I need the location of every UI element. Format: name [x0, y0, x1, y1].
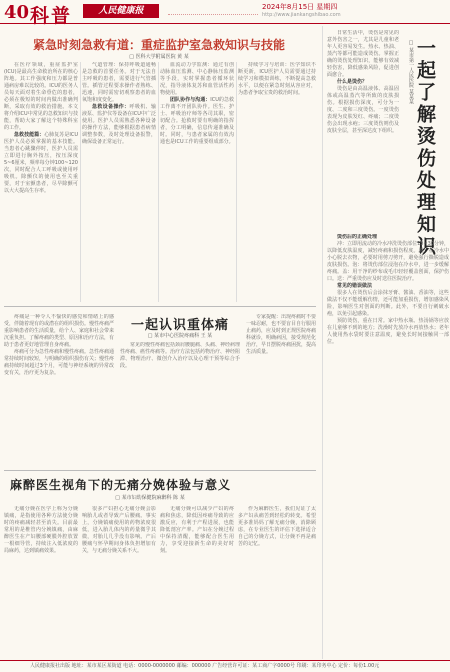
section-name: 科普: [30, 5, 73, 27]
paragraph: 呼吸机、输液泵、监护仪等设备在ICU中广泛使用。医护人员需熟悉各种设备的操作方法，能够根据患者病情调整参数，及时处理设备报警，确保设备正常运行。: [82, 104, 156, 145]
subheading: 常见的错误做法: [337, 283, 373, 289]
article-title: 紧急时刻急救有道：重症监护室急救知识与技能: [32, 38, 285, 52]
masthead-divider: [168, 14, 258, 18]
paragraph: 日常生活中，烫伤是常见的意外伤害之一，尤其是儿童和老年人更容易发生。热水、热油、蒸汽等都可能造成烫伤。掌握正确的烫伤处理知识，能够有效减轻伤害，降低感染风险，促进创面愈合。: [327, 30, 399, 78]
article-column: [246, 314, 316, 464]
paragraph: 无痛分娩在医学上称为分娩镇痛，是指使用各种方法使分娩时的疼痛减轻甚至消失。目前最常用的是椎管内分娩镇痛，由麻醉医生在产妇腰部硬膜外腔放置一根细导管，持续注入低浓度的局麻药，达到镇痛效果。: [4, 506, 78, 554]
paragraph: 血流动力学监测：通过有创动脉血压监测、中心静脉压监测等手段，实时掌握患者循环状况，指导液体复苏和血管活性药物使用。: [160, 62, 234, 96]
subheading: 团队协作与沟通：: [170, 97, 211, 103]
paragraph: 很多产妇担心无痛分娩会影响胎儿或者导致产后腰痛。事实上，分娩镇痛使用的药物浓度很低，进入胎儿体内的药量微乎其微，对胎儿几乎没有影响。产后腰痛与怀孕期间身体负担增加有关，与无痛分娩关系不大。: [82, 506, 156, 554]
article-column: [238, 506, 316, 656]
paragraph: 疼痛可分为急性疼痛和慢性疼痛。急性疼痛通常持续时间较短，与明确的组织损伤有关；慢性疼痛持续时间超过3个月，可能与神经系统的异常改变有关，治疗更为复杂。: [4, 349, 114, 376]
article-title: 麻醉医生视角下的无痛分娩体验与意义: [10, 478, 232, 492]
page-footer: 人民健康报社出版 地址：某市某区某街道 电话：0000-0000000 邮编：000000 广告经营许可证：某工商广字0000号 印刷：某印务中心 定价：每份1.00元: [0, 660, 450, 672]
sidebar-title: 一起了解烫伤处理知识: [414, 38, 436, 258]
article-column: [4, 506, 78, 656]
masthead: [0, 0, 450, 27]
subheading: 什么是烫伤？: [337, 79, 368, 85]
main-content: [0, 26, 318, 659]
sidebar-byline: □ 某市第一人民医院 某某某: [408, 40, 414, 105]
paragraph: 气道管理：保持呼吸道通畅是急救的首要任务。对于无法自主呼吸的患者，需要进行气管插管。插管过程要求操作者熟练、迅速，同时需密切观察患者的血氧饱和度变化。: [82, 62, 156, 103]
newspaper-logo: 人民健康报: [83, 4, 159, 18]
article-column: [327, 30, 399, 230]
paragraph: 常见的慢性疼痛包括颈肩腰腿痛、头痛、神经病理性疼痛、癌性疼痛等。治疗方法包括药物治疗、神经阻滞、物理治疗、微创介入治疗以及心理干预等综合手段。: [120, 342, 240, 369]
paper-url: http://www.jiankangshibao.com: [262, 12, 341, 18]
issue-date: 2024年8月15日 星期四: [262, 3, 338, 11]
article-byline: □ 医科大学附属医院 黄 某: [129, 54, 189, 60]
paragraph: 心肺复苏是ICU医护人员必须掌握的基本技能。当患者心跳骤停时，医护人员需立即进行胸外按压，按压深度5~6厘米，频率每分钟100~120次，同时配合人工呼吸或使用呼吸机。除颤仪的使用也至关重要，对于室颤患者，尽早除颤可以大大提高生存率。: [4, 132, 78, 194]
paragraph: 疼痛是一种令人不愉快的感觉和情绪上的感受，伴随着现有的或潜在的组织损伤。慢性疼痛严重影响患者的生活质量，给个人、家庭和社会带来沉重负担。了解疼痛的类型、原因和治疗方法，有助于患者更好地管理自身疼痛。: [4, 314, 114, 348]
subheading: 急救技能篇：: [14, 132, 45, 138]
sidebar-article: [322, 26, 450, 659]
article-column: [120, 342, 240, 464]
article-column: [4, 62, 78, 302]
paragraph: 烫伤是由高温液体、高温固体或高温蒸汽等所致的皮肤损伤。根据损伤深度，可分为一度、二度和三度烫伤。一度烫伤表现为皮肤发红、疼痛；二度烫伤会出现水疱；三度烫伤则伤及皮肤全层，甚至深达皮下组织。: [327, 86, 399, 134]
paragraph: 预防烫伤，重在日常。家中热水瓶、热汤锅等应放在儿童够不到的地方；洗澡时先放冷水再放热水；老年人使用热水袋时要注意温度，避免长时间接触同一部位。: [327, 318, 449, 345]
paragraph: 专家提醒：出现疼痛时不要一味忍耐，也不要盲目自行服用止痛药，应及时到正规医院疼痛科就诊，明确病因，接受规范化治疗，早日摆脱疼痛困扰，提高生活质量。: [246, 314, 316, 355]
paragraph: 无痛分娩可以减少产妇的疼痛和焦虑，降低因疼痛导致的应激反应，有利于产程进展，也能降低剖宫产率。产妇在分娩过程中保持清醒，能够配合医生用力，享受迎接新生命的美好时刻。: [160, 506, 234, 554]
article-byline: □ 某市妇幼保健院麻醉科 陈 某: [115, 495, 185, 501]
article-column: [4, 314, 114, 464]
column-rule: [236, 62, 237, 302]
section-divider: [4, 306, 316, 307]
paragraph: 持续学习与培训：医学知识不断更新，ICU医护人员需要通过持续学习和模拟训练，不断提高急救水平，以便在紧急时刻从容应对，为患者争取宝贵的救治时间。: [238, 62, 316, 96]
column-rule: [158, 62, 159, 302]
column-rule: [80, 62, 81, 302]
article-column: [160, 506, 234, 656]
article-column: [82, 62, 156, 302]
section-divider: [4, 470, 316, 471]
paragraph: ICU的急救工作离不开团队协作。医生、护士、呼吸治疗师等各司其职，密切配合。抢救时要有明确的指挥者，分工明确，信息传递准确及时。同时，与患者家属的有效沟通也是ICU工作的重要组成部分。: [160, 97, 234, 145]
article-column: [160, 62, 234, 302]
paragraph: 很多人在烫伤后会涂抹牙膏、酱油、香油等，这些做法不仅不能缓解伤情，还可能加重损伤，增加感染风险，影响医生对创面的判断。此外，不要自行刺破水疱，以免引起感染。: [327, 290, 449, 317]
article-title: 一起认识重体痛: [130, 318, 229, 333]
article-column: [82, 506, 156, 656]
paragraph: 冲：立即用流动的冷水冲洗烫伤部位15~30分钟，以降低皮肤温度，减轻疼痛和损伤程度。脱：在冷水中小心脱去衣物，必要时用剪刀剪开，避免强行撕脱造成皮肤损伤。泡：将烫伤部位浸泡在冷水中，进一步缓解疼痛。盖：用干净的纱布或毛巾轻轻覆盖创面，保护伤口。送：严重烫伤应及时送往医院治疗。: [327, 241, 449, 282]
article-column: [238, 62, 316, 302]
paragraph: 作为麻醉医生，我们见证了太多产妇从痛苦到轻松的转变。希望更多准妈妈了解无痛分娩，消除顾虑，在专业医生的评估下选择适合自己的分娩方式，让分娩不再是痛苦的记忆。: [238, 506, 316, 547]
subheading: 急救设备操作：: [92, 104, 130, 110]
article-byline: □ 某市中心医院疼痛科 王 某: [147, 333, 213, 339]
subheading: 烫伤后的正确处理: [337, 234, 378, 240]
article-column: [327, 234, 449, 654]
paragraph: 在医疗领域，重症监护室(ICU)是最高生命救治所在的核心阵地。其工作强度和压力都是普通病房难以比较的。ICU的医务人员每天面对着生命垂危的患者，必须在极短的时间内做出准确判断，采取有效的救治措施。本文将介绍ICU中常见的急救知识与技能，帮助大家了解这个特殊科室的工作。: [4, 62, 78, 131]
page-number: 40: [4, 2, 30, 23]
